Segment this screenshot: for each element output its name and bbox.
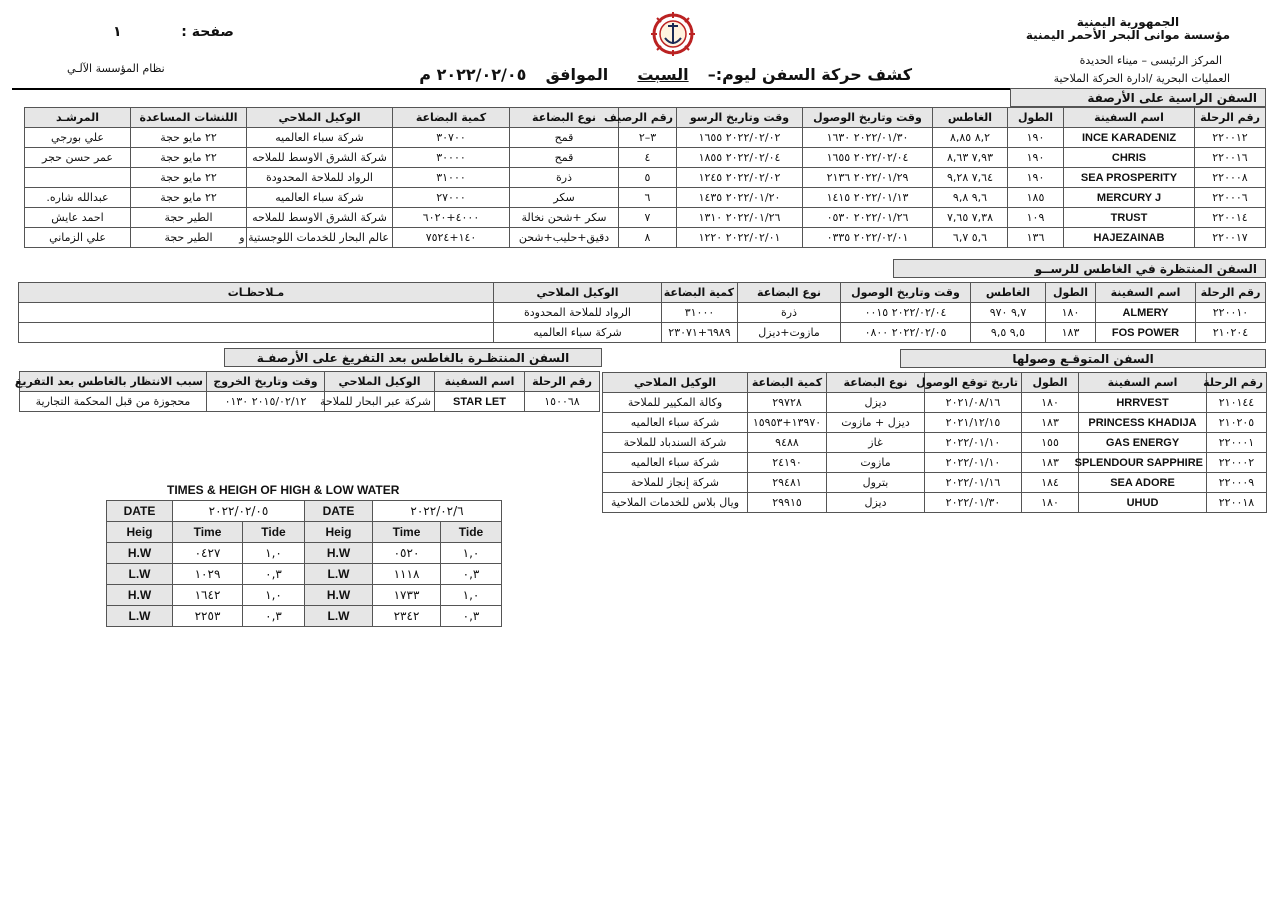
cell: ٢٠١٥/٠٢/١٢ ٠١٣٠ <box>207 392 325 412</box>
col-tide: Tide <box>441 522 502 543</box>
cell: ٢٠٢٢/٠١/٢٠ ١٤٣٥ <box>677 188 803 208</box>
cell: ٢٢ مايو حجة <box>131 188 247 208</box>
cell: HRRVEST <box>1079 393 1207 413</box>
col-voyage: رقم الرحلة <box>525 372 600 392</box>
cell: ٠٥٢٠ <box>373 543 441 564</box>
cell: ٠,٣ <box>441 564 502 585</box>
waiting-section-title: السفن المنتظرة في الغاطس للرســو <box>893 259 1266 278</box>
cell: ٢٢٠٠١٢ <box>1195 128 1266 148</box>
tide-date-row <box>107 501 305 522</box>
cell: ٢٢ مايو حجة <box>131 148 247 168</box>
cell: ٢٠٢١/٠٨/١٦ <box>925 393 1022 413</box>
cell: ٢٢٥٣ <box>173 606 243 627</box>
cell: وكالة المكيير للملاحة <box>603 393 748 413</box>
cell: H.W <box>107 543 173 564</box>
cell: ٢٠٢٢/٠٢/٠٢ ١٢٤٥ <box>677 168 803 188</box>
cell: ١٦٤٢ <box>173 585 243 606</box>
cell: قمح <box>510 148 619 168</box>
cell: ١٩٠ <box>1008 128 1064 148</box>
col-time: Time <box>373 522 441 543</box>
cell: ١,٠ <box>441 585 502 606</box>
col-draft: الغاطس <box>933 108 1008 128</box>
table-row <box>603 393 1267 413</box>
table-row <box>107 606 305 627</box>
cell: شركة عبر البحار للملاحة <box>325 392 435 412</box>
cell: ١٠٢٩ <box>173 564 243 585</box>
cell: ٢٠٢٢/٠١/٢٦ ٠٥٣٠ <box>803 208 933 228</box>
col-arrival: وقت وتاريخ الوصول <box>841 283 971 303</box>
cell: ١٨٠ <box>1046 303 1096 323</box>
tide-table-2 <box>304 500 502 627</box>
table-row <box>603 473 1267 493</box>
cell: ٥ <box>619 168 677 188</box>
cell: ٥,٦ ٦,٧ <box>933 228 1008 248</box>
cell: ذرة <box>510 168 619 188</box>
col-cargo-type: نوع البضاعة <box>738 283 841 303</box>
cell: ٢٠٢٢/٠٢/٠٥ ٠٨٠٠ <box>841 323 971 343</box>
cell: ٠,٣ <box>243 606 305 627</box>
cell: H.W <box>305 585 373 606</box>
cell: ١٨٣ <box>1022 413 1079 433</box>
col-cargo-qty: كمية البضاعة <box>393 108 510 128</box>
cell: ٢٠٢٢/٠٢/٠٤ ١٦٥٥ <box>803 148 933 168</box>
cell: ٦ <box>619 188 677 208</box>
cell: ١,٠ <box>441 543 502 564</box>
cell: الطير حجة <box>131 208 247 228</box>
cell: STAR LET <box>435 392 525 412</box>
tide-title: TIMES & HEIGH OF HIGH & LOW WATER <box>167 483 400 497</box>
cell: ٣٠٧٠٠ <box>393 128 510 148</box>
cell: علي الزماني <box>25 228 131 248</box>
table-row <box>25 148 1266 168</box>
cell: ALMERY <box>1096 303 1196 323</box>
cell: ٢٠٢٢/٠١/٢٩ ٢١٣٦ <box>803 168 933 188</box>
cell: ٢٢٠٠١٧ <box>1195 228 1266 248</box>
table-row <box>603 453 1267 473</box>
waiting-header-row <box>19 283 1266 303</box>
date-label: DATE <box>305 501 373 522</box>
cell: ٢٢٠٠١٦ <box>1195 148 1266 168</box>
cell: MERCURY J <box>1064 188 1195 208</box>
cell: ٢٠٢٢/٠٢/٠١ ١٢٢٠ <box>677 228 803 248</box>
col-agent: الوكيل الملاحي <box>494 283 662 303</box>
cell: شركة سباء العالميه <box>603 413 748 433</box>
cell: ١٩٠ <box>1008 168 1064 188</box>
cell: ١٨٠ <box>1022 393 1079 413</box>
expected-header-row <box>603 373 1267 393</box>
cell: سكر <box>510 188 619 208</box>
report-date: ٢٠٢٢/٠٢/٠٥ م <box>419 65 527 84</box>
table-row <box>603 413 1267 433</box>
cell: ١٨٤ <box>1022 473 1079 493</box>
cell: احمد عايش <box>25 208 131 228</box>
page-label: صفحة : <box>181 24 234 40</box>
cell: ٢١٠٢٠٥ <box>1207 413 1267 433</box>
col-ship-name: اسم السفينة <box>1079 373 1207 393</box>
col-voyage: رقم الرحلة <box>1195 108 1266 128</box>
cell: ديزل + مازوت <box>827 413 925 433</box>
cell: شركة السندباد للملاحة <box>603 433 748 453</box>
table-row <box>20 392 600 412</box>
cell: ٢٠٢٢/٠١/٣٠ <box>925 493 1022 513</box>
cell: ٢٩٤٨١ <box>748 473 827 493</box>
cell: ٢٠٢٢/٠١/١٠ <box>925 433 1022 453</box>
cell: ٧,٦٤ ٩,٢٨ <box>933 168 1008 188</box>
cell: شركة الشرق الاوسط للملاحه <box>247 148 393 168</box>
cell: SEA ADORE <box>1079 473 1207 493</box>
col-notes: مـلاحظـات <box>19 283 494 303</box>
cell: ٤ <box>619 148 677 168</box>
table-row <box>305 585 502 606</box>
cell: SEA PROSPERITY <box>1064 168 1195 188</box>
cell: ٠٤٢٧ <box>173 543 243 564</box>
cell: INCE KARADENIZ <box>1064 128 1195 148</box>
cell: ١٨٣ <box>1022 453 1079 473</box>
cell: غاز <box>827 433 925 453</box>
col-cargo-qty: كمية البضاعة <box>662 283 738 303</box>
cell: H.W <box>107 585 173 606</box>
table-row <box>603 493 1267 513</box>
cell: ٩٤٨٨ <box>748 433 827 453</box>
cell <box>25 168 131 188</box>
cell: ٢٠٢٢/٠٢/٠٤ ٠٠١٥ <box>841 303 971 323</box>
col-eta: تاريخ توقع الوصول <box>925 373 1022 393</box>
cell: ١٨٠ <box>1022 493 1079 513</box>
table-row <box>107 564 305 585</box>
col-length: الطول <box>1022 373 1079 393</box>
cell: شركة سباء العالميه <box>494 323 662 343</box>
expected-table <box>602 372 1267 513</box>
cell: ٢٩٧٢٨ <box>748 393 827 413</box>
table-row <box>107 543 305 564</box>
cell: UHUD <box>1079 493 1207 513</box>
cell: CHRIS <box>1064 148 1195 168</box>
cell: سكر +شحن نخالة <box>510 208 619 228</box>
cell: الرواد للملاحة المحدودة <box>247 168 393 188</box>
cell: L.W <box>305 606 373 627</box>
cell: مازوت <box>827 453 925 473</box>
tide-table-1 <box>106 500 305 627</box>
cell: ٢٠٢١/١٢/١٥ <box>925 413 1022 433</box>
cell: مازوت+ديزل <box>738 323 841 343</box>
col-pilot: المرشـد <box>25 108 131 128</box>
cell: محجوزة من قبل المحكمة التجارية <box>20 392 207 412</box>
table-row <box>25 188 1266 208</box>
cell <box>19 303 494 323</box>
col-voyage: رقم الرحلة <box>1207 373 1267 393</box>
col-cargo-type: نوع البضاعة <box>827 373 925 393</box>
table-row <box>25 208 1266 228</box>
operations-name: العمليات البحرية /ادارة الحركة الملاحية <box>1053 72 1230 85</box>
cell: عالم البحار للخدمات اللوجستية و <box>247 228 393 248</box>
cell: ٧ <box>619 208 677 228</box>
cell: ٧,٩٣ ٨,٦٣ <box>933 148 1008 168</box>
tide-date: ٢٠٢٢/٠٢/٠٥ <box>173 501 305 522</box>
cell: ٢٢٠٠٠٢ <box>1207 453 1267 473</box>
cell: ٢٠٢٢/٠١/١٦ <box>925 473 1022 493</box>
table-row <box>305 606 502 627</box>
cell: ١٥٥ <box>1022 433 1079 453</box>
cell: ٢٠٢٢/٠٢/٠٢ ١٦٥٥ <box>677 128 803 148</box>
col-ship-name: اسم السفينة <box>1064 108 1195 128</box>
col-berthing: وقت وتاريخ الرسو <box>677 108 803 128</box>
cell: ٢١٠١٤٤ <box>1207 393 1267 413</box>
cell: ١٩٠ <box>1008 148 1064 168</box>
cell: شركة سباء العالميه <box>603 453 748 473</box>
republic-name: الجمهورية اليمنية <box>1076 15 1180 29</box>
cell: ١٧٣٣ <box>373 585 441 606</box>
cell: FOS POWER <box>1096 323 1196 343</box>
cell: ٢٢ مايو حجة <box>131 168 247 188</box>
page-number: ١ <box>113 24 122 40</box>
cell: ٤٠٠٠+٦٠٢٠ <box>393 208 510 228</box>
col-agent: الوكيل الملاحي <box>325 372 435 392</box>
berthed-section-title: السفن الراسية على الأرصفة <box>1010 88 1266 107</box>
cell: ذرة <box>738 303 841 323</box>
cell: الرواد للملاحة المحدودة <box>494 303 662 323</box>
cell: ٣١٠٠٠ <box>393 168 510 188</box>
table-row <box>19 323 1266 343</box>
col-length: الطول <box>1046 283 1096 303</box>
table-row <box>603 433 1267 453</box>
table-row <box>107 585 305 606</box>
cell: ١٠٩ <box>1008 208 1064 228</box>
cell: ٢٠٢٢/٠١/٣٠ ١٦٣٠ <box>803 128 933 148</box>
table-row <box>25 128 1266 148</box>
tide-header-row <box>107 522 305 543</box>
cell: GAS ENERGY <box>1079 433 1207 453</box>
col-tide: Tide <box>243 522 305 543</box>
cell: ٣١٠٠٠ <box>662 303 738 323</box>
cell: شركة الشرق الاوسط للملاحه <box>247 208 393 228</box>
cell: ٢٢ مايو حجة <box>131 128 247 148</box>
cell <box>19 323 494 343</box>
report-day: السبت <box>637 65 689 84</box>
cell: ٢٢٠٠٠٩ <box>1207 473 1267 493</box>
col-time: Time <box>173 522 243 543</box>
col-ship-name: اسم السفينة <box>435 372 525 392</box>
cell: ٢١٠٢٠٤ <box>1196 323 1266 343</box>
cell: ٢٢٠٠١٤ <box>1195 208 1266 228</box>
col-cargo-type: نوع البضاعة <box>510 108 619 128</box>
tide-date-row <box>305 501 502 522</box>
cell: ٢٢٠٠٠٦ <box>1195 188 1266 208</box>
after-unload-table <box>14 371 600 412</box>
col-arrival: وقت وتاريخ الوصول <box>803 108 933 128</box>
col-voyage: رقم الرحلة <box>1196 283 1266 303</box>
cell: ١٨٣ <box>1046 323 1096 343</box>
cell: ٢٢٠٠٠٨ <box>1195 168 1266 188</box>
cell: L.W <box>107 564 173 585</box>
cell: علي بورجي <box>25 128 131 148</box>
cell: دقيق+حليب+شحن <box>510 228 619 248</box>
cell: ٢٧٠٠٠ <box>393 188 510 208</box>
col-ship-name: اسم السفينة <box>1096 283 1196 303</box>
cell: ديزل <box>827 393 925 413</box>
cell: ٠,٣ <box>441 606 502 627</box>
table-row <box>25 168 1266 188</box>
cell: ٩,٧ ٩٧٠ <box>971 303 1046 323</box>
cell: PRINCESS KHADIJA <box>1079 413 1207 433</box>
cell: ١٤٠+٧٥٢٤ <box>393 228 510 248</box>
cell: ٢٠٢٢/٠١/٢٦ ١٣١٠ <box>677 208 803 228</box>
cell: ٨ <box>619 228 677 248</box>
cell: L.W <box>305 564 373 585</box>
anchor-wheel-logo <box>650 12 696 56</box>
cell: ٦٩٨٩+٢٣٠٧١ <box>662 323 738 343</box>
table-row <box>305 543 502 564</box>
tide-header-row <box>305 522 502 543</box>
cell: ٩,٥ ٩,٥ <box>971 323 1046 343</box>
cell: بترول <box>827 473 925 493</box>
date-label: DATE <box>107 501 173 522</box>
cell: ٣–٢ <box>619 128 677 148</box>
page-indicator <box>113 24 234 40</box>
cell: ويال بلاس للخدمات الملاحية <box>603 493 748 513</box>
cell: ١٥٠٠٦٨ <box>525 392 600 412</box>
after-unload-header-row <box>20 372 600 392</box>
table-row <box>25 228 1266 248</box>
cell: ٢٠٢٢/٠٢/٠٤ ١٨٥٥ <box>677 148 803 168</box>
col-tugs: اللنشات المساعدة <box>131 108 247 128</box>
cell: ٢٠٢٢/٠٢/٠١ ٠٣٣٥ <box>803 228 933 248</box>
cell: HAJEZAINAB <box>1064 228 1195 248</box>
cell: ديزل <box>827 493 925 513</box>
cell: ٢٩٩١٥ <box>748 493 827 513</box>
cell: L.W <box>107 606 173 627</box>
cell: H.W <box>305 543 373 564</box>
cell: شركة سباء العالميه <box>247 128 393 148</box>
table-row <box>305 564 502 585</box>
cell: ٨,٢ ٨,٨٥ <box>933 128 1008 148</box>
col-berth-no: رقم الرصيف <box>619 108 677 128</box>
cell: ٢٣٤٢ <box>373 606 441 627</box>
cell: ٠,٣ <box>243 564 305 585</box>
system-label: نظام المؤسسة الآلـي <box>67 62 165 75</box>
col-height: Heig <box>107 522 173 543</box>
cell: ٢٠٢٢/٠١/١٠ <box>925 453 1022 473</box>
cell: ١٣٦ <box>1008 228 1064 248</box>
col-agent: الوكيل الملاحي <box>247 108 393 128</box>
col-wait-reason: سبب الانتظار بالغاطس بعد التفريغ <box>20 372 207 392</box>
cell: شركة إنجاز للملاحة <box>603 473 748 493</box>
cell: ٢٠٢٢/٠١/١٣ ١٤١٥ <box>803 188 933 208</box>
cell: شركة سباء العالميه <box>247 188 393 208</box>
corresponding-label: الموافق <box>545 65 609 84</box>
col-draft: الغاطس <box>971 283 1046 303</box>
cell: قمح <box>510 128 619 148</box>
report-title <box>419 65 912 84</box>
center-name: المركز الرئيسى – ميناء الحديدة <box>1079 54 1222 67</box>
cell: ٢٢٠٠٠١ <box>1207 433 1267 453</box>
tide-date: ٢٠٢٢/٠٢/٦ <box>373 501 502 522</box>
cell: ٢٤١٩٠ <box>748 453 827 473</box>
berthed-table <box>24 107 1266 248</box>
cell: ٣٠٠٠٠ <box>393 148 510 168</box>
col-height: Heig <box>305 522 373 543</box>
col-agent: الوكيل الملاحي <box>603 373 748 393</box>
cell: ٢٢٠٠١٠ <box>1196 303 1266 323</box>
cell: ١,٠ <box>243 543 305 564</box>
cell: ٧,٣٨ ٧,٦٥ <box>933 208 1008 228</box>
cell: عمر حسن حجر <box>25 148 131 168</box>
cell: ١١١٨ <box>373 564 441 585</box>
berthed-header-row <box>25 108 1266 128</box>
corporation-name: مؤسسة موانى البحر الأحمر اليمنية <box>1025 28 1230 42</box>
cell: ١٨٥ <box>1008 188 1064 208</box>
col-departure: وقت وتاريخ الخروج <box>207 372 325 392</box>
cell: ٢٢٠٠١٨ <box>1207 493 1267 513</box>
cell: SPLENDOUR SAPPHIRE <box>1079 453 1207 473</box>
col-cargo-qty: كمية البضاعة <box>748 373 827 393</box>
cell: عبدالله شاره. <box>25 188 131 208</box>
title-prefix: كشف حركة السفن ليوم:– <box>707 65 912 84</box>
cell: TRUST <box>1064 208 1195 228</box>
after-unload-section-title: السفن المنتظـرة بالغاطس بعد التفريغ على الأرصفـة <box>224 348 602 367</box>
expected-section-title: السفن المتوقـع وصولها <box>900 349 1266 368</box>
waiting-table <box>18 282 1266 343</box>
cell: الطير حجة <box>131 228 247 248</box>
table-row <box>19 303 1266 323</box>
org-header <box>1026 16 1230 42</box>
cell: ١٣٩٧٠+١٥٩٥٣ <box>748 413 827 433</box>
cell: ١,٠ <box>243 585 305 606</box>
col-length: الطول <box>1008 108 1064 128</box>
cell: ٩,٦ ٩,٨ <box>933 188 1008 208</box>
